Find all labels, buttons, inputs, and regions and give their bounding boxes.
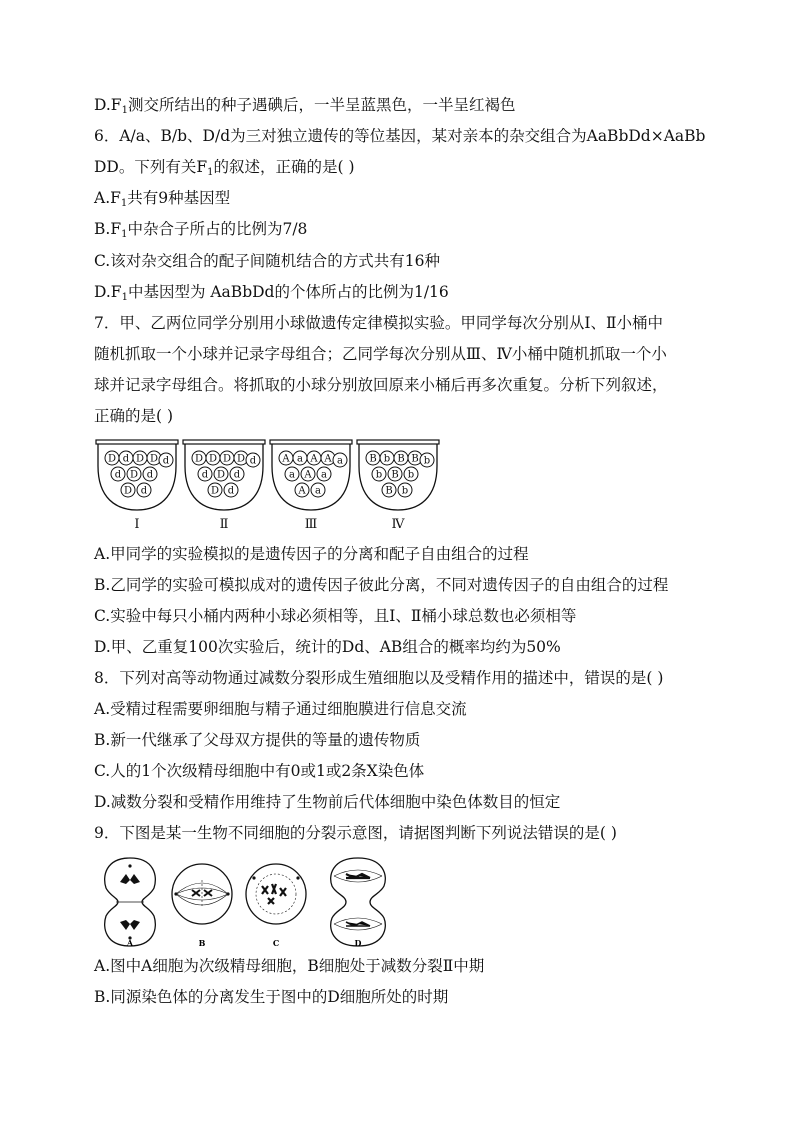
ball <box>192 451 206 465</box>
ball-letter: a <box>315 485 321 497</box>
bucket-label: Ⅰ <box>134 517 140 532</box>
ball <box>206 451 220 465</box>
ball-letter: a <box>297 453 303 465</box>
ball <box>301 467 315 481</box>
q7-stem-line2: 随机抓取一个小球并记录字母组合；乙同学每次分别从Ⅲ、Ⅳ小桶中随机抓取一个小 <box>94 345 667 363</box>
ball <box>404 467 418 481</box>
ball-letter: B <box>385 485 393 497</box>
q6-option-d: $D.F_1$中基因型为 AaBbDd的个体所占的比例为1/16 <box>94 283 449 303</box>
ball-letter: b <box>375 469 383 481</box>
q8-stem: 8．下列对高等动物通过减数分裂形成生殖细胞以及受精作用的描述中，错误的是( ) <box>94 669 664 687</box>
q6-option-b: $B.F_1$中杂合子所占的比例为7/8 <box>94 220 308 240</box>
q7-stem-line4: 正确的是( ) <box>94 407 174 425</box>
ball-letter: d <box>227 485 235 497</box>
ball-letter: A <box>282 453 290 465</box>
ball <box>372 467 386 481</box>
q7-option-d: D.甲、乙重复100次实验后，统计的Dd、AB组合的概率均约为50% <box>94 638 561 656</box>
ball-letter: d <box>140 485 148 497</box>
ball-letter: d <box>233 469 241 481</box>
ball-letter: b <box>423 455 431 467</box>
ball-letter: A <box>304 469 312 481</box>
q9-stem: 9．下图是某一生物不同细胞的分裂示意图，请据图判断下列说法错误的是( ) <box>94 824 617 842</box>
ball <box>111 467 125 481</box>
q6-stem-line1: 6．A/a、B/b、D/d为三对独立遗传的等位基因，某对亲本的杂交组合为AaBbDd×AaBb <box>94 127 706 145</box>
ball <box>317 467 331 481</box>
ball <box>398 483 412 497</box>
ball <box>214 467 228 481</box>
cell-label-d: D <box>354 938 362 948</box>
q7-stem-line1: 7．甲、乙两位同学分别用小球做遗传定律模拟实验。甲同学每次分别从Ⅰ、Ⅱ小桶中 <box>94 314 664 332</box>
ball-letter: A <box>298 485 306 497</box>
q9-option-b: B.同源染色体的分离发生于图中的D细胞所处的时期 <box>94 988 449 1006</box>
bucket-figure <box>92 436 444 538</box>
ball <box>293 451 307 465</box>
cell-label-c: C <box>272 938 280 948</box>
ball <box>394 451 408 465</box>
ball-letter: D <box>123 485 133 497</box>
q6-option-a: $A.F_1$共有9种基因型 <box>94 189 231 209</box>
ball-letter: D <box>208 453 218 465</box>
q7-option-c: C.实验中每只小桶内两种小球必须相等，且Ⅰ、Ⅱ桶小球总数也必须相等 <box>94 607 577 625</box>
ball <box>224 483 238 497</box>
bucket-2 <box>183 440 265 532</box>
ball <box>121 483 135 497</box>
q7-stem-line3: 球并记录字母组合。将抓取的小球分别放回原来小桶后再多次重复。分析下列叙述， <box>94 376 668 394</box>
ball <box>279 451 293 465</box>
q8-option-a: A.受精过程需要卵细胞与精子通过细胞膜进行信息交流 <box>94 700 467 718</box>
ball-letter: d <box>114 469 122 481</box>
ball <box>420 453 434 467</box>
bucket-rim <box>183 440 265 444</box>
cell-d-diagram <box>331 858 386 946</box>
ball-letter: A <box>324 453 332 465</box>
ball <box>105 451 119 465</box>
q6-stem-line2: DD。下列有关$F_1$的叙述，正确的是( ) <box>94 158 355 178</box>
ball-letter: D <box>129 469 139 481</box>
ball-letter: D <box>149 453 159 465</box>
ball-letter: d <box>122 453 130 465</box>
ball <box>119 451 133 465</box>
ball <box>388 467 402 481</box>
ball-letter: b <box>383 453 391 465</box>
ball-letter: B <box>397 453 405 465</box>
ball-letter: d <box>201 469 209 481</box>
ball-letter: a <box>337 455 343 467</box>
cell-b-diagram <box>172 864 232 924</box>
q7-option-b: B.乙同学的实验可模拟成对的遗传因子彼此分离，不同对遗传因子的自由组合的过程 <box>94 576 669 594</box>
q8-option-b: B.新一代继承了父母双方提供的等量的遗传物质 <box>94 731 421 749</box>
ball-letter: D <box>135 453 145 465</box>
cell-c-diagram <box>246 864 306 924</box>
cell-division-figure <box>96 854 396 950</box>
ball <box>311 483 325 497</box>
cell-label-b: B <box>198 938 206 948</box>
ball <box>307 451 321 465</box>
ball <box>159 453 173 467</box>
ball <box>220 451 234 465</box>
bucket-rim <box>357 440 439 444</box>
q6-option-c: C.该对杂交组合的配子间随机结合的方式共有16种 <box>94 252 440 270</box>
ball-letter: B <box>369 453 377 465</box>
ball-letter: D <box>107 453 117 465</box>
q8-option-c: C.人的1个次级精母细胞中有0或1或2条X染色体 <box>94 762 425 780</box>
bucket-rim <box>96 440 178 444</box>
ball <box>285 467 299 481</box>
q7-option-a: A.甲同学的实验模拟的是遗传因子的分离和配子自由组合的过程 <box>94 545 529 563</box>
cell-label-a: A <box>126 938 134 948</box>
bucket-3 <box>270 440 352 532</box>
bucket-1 <box>96 440 178 532</box>
bucket-label: Ⅳ <box>391 517 405 532</box>
ball-letter: b <box>407 469 415 481</box>
cell-a-diagram <box>105 858 156 946</box>
ball-letter: A <box>310 453 318 465</box>
ball-letter: d <box>146 469 154 481</box>
q5-option-d: $D.F_1$测交所结出的种子遇碘后，一半呈蓝黑色，一半呈红褐色 <box>94 96 516 116</box>
ball-letter: d <box>162 455 170 467</box>
ball-letter: D <box>210 485 220 497</box>
ball-letter: D <box>194 453 204 465</box>
ball-letter: D <box>222 453 232 465</box>
ball-letter: d <box>249 455 257 467</box>
bucket-label: Ⅲ <box>304 517 318 532</box>
ball <box>133 451 147 465</box>
ball <box>143 467 157 481</box>
ball-letter: a <box>321 469 327 481</box>
ball <box>380 451 394 465</box>
ball <box>295 483 309 497</box>
ball-letter: D <box>216 469 226 481</box>
ball <box>333 453 347 467</box>
ball <box>246 453 260 467</box>
ball-letter: B <box>411 453 419 465</box>
bucket-4 <box>357 440 439 532</box>
q8-option-d: D.减数分裂和受精作用维持了生物前后代体细胞中染色体数目的恒定 <box>94 793 561 811</box>
ball <box>366 451 380 465</box>
bucket-rim <box>270 440 352 444</box>
ball <box>230 467 244 481</box>
ball-letter: B <box>391 469 399 481</box>
ball <box>198 467 212 481</box>
q9-option-a: A.图中A细胞为次级精母细胞，B细胞处于减数分裂Ⅱ中期 <box>94 957 485 975</box>
ball-letter: b <box>401 485 409 497</box>
ball <box>137 483 151 497</box>
ball <box>127 467 141 481</box>
ball <box>208 483 222 497</box>
ball <box>382 483 396 497</box>
ball-letter: D <box>236 453 246 465</box>
bucket-label: Ⅱ <box>219 517 229 532</box>
ball-letter: a <box>289 469 295 481</box>
